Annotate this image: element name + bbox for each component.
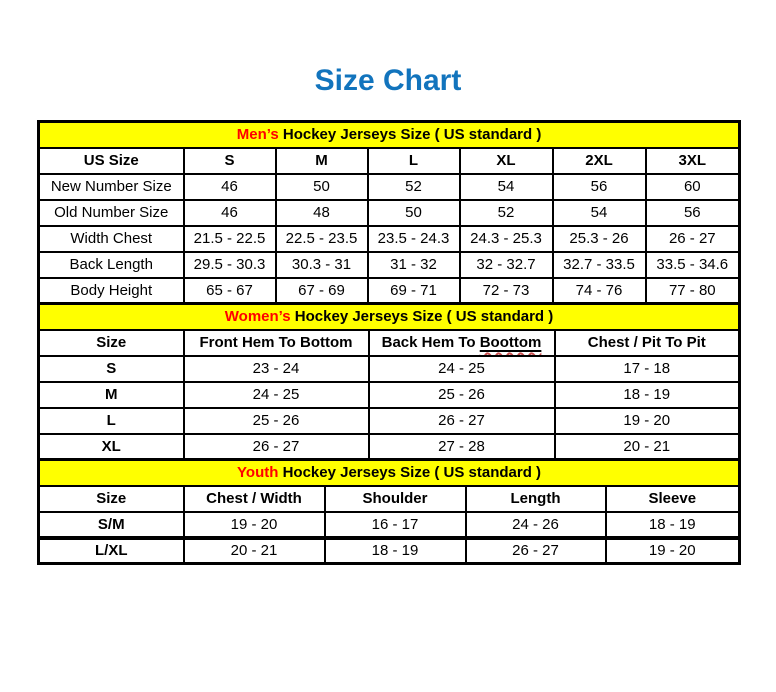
mens-header-row [39,148,740,174]
table-cell: 56 [646,200,740,226]
column-header: Length [466,486,606,512]
table-cell: 18 - 19 [555,382,740,408]
table-cell: 54 [460,174,553,200]
table-cell: 22.5 - 23.5 [276,226,368,252]
womens-section-header [39,304,740,330]
table-cell: 27 - 28 [369,434,555,460]
table-cell: 26 - 27 [646,226,740,252]
row-label: S/M [39,512,184,538]
table-cell: 56 [553,174,646,200]
mens-size-table [37,120,741,305]
table-cell: 67 - 69 [276,278,368,304]
table-cell: 69 - 71 [368,278,460,304]
table-cell: 23.5 - 24.3 [368,226,460,252]
column-header: Chest / Width [184,486,325,512]
table-row [39,200,740,226]
table-cell: 48 [276,200,368,226]
table-cell: 23 - 24 [184,356,369,382]
table-cell: 21.5 - 22.5 [184,226,276,252]
table-cell: 30.3 - 31 [276,252,368,278]
table-row [39,278,740,304]
row-label: Body Height [39,278,184,304]
column-header: Front Hem To Bottom [184,330,369,356]
table-cell: 26 - 27 [369,408,555,434]
table-row [39,356,740,382]
table-row [39,512,740,538]
row-label: L [39,408,184,434]
table-cell: 54 [553,200,646,226]
youth-band-rest: Hockey Jerseys Size ( US standard ) [278,464,542,482]
column-header-prefix: Back Hem To [381,334,480,351]
column-header: S [184,148,276,174]
table-cell: 46 [184,174,276,200]
womens-band-highlight: Women’s [224,308,291,326]
row-label: New Number Size [39,174,184,200]
womens-section-band [39,304,740,330]
table-cell: 20 - 21 [555,434,740,460]
row-label: Old Number Size [39,200,184,226]
table-row [39,538,740,564]
table-cell: 26 - 27 [466,538,606,564]
table-cell: 77 - 80 [646,278,740,304]
column-header: Size [39,330,184,356]
table-row [39,382,740,408]
column-header: M [276,148,368,174]
table-cell: 25.3 - 26 [553,226,646,252]
table-cell: 31 - 32 [368,252,460,278]
womens-size-table [37,302,741,461]
row-label: XL [39,434,184,460]
column-header: 2XL [553,148,646,174]
table-cell: 32 - 32.7 [460,252,553,278]
misspelled-word-wavy-underline [480,334,542,351]
table-cell: 16 - 17 [325,512,466,538]
table-cell: 32.7 - 33.5 [553,252,646,278]
youth-band-highlight: Youth [237,464,279,482]
table-cell: 19 - 20 [184,512,325,538]
table-cell: 18 - 19 [606,512,740,538]
row-label: M [39,382,184,408]
table-cell: 24 - 25 [369,356,555,382]
youth-header-row [39,486,740,512]
table-cell: 18 - 19 [325,538,466,564]
row-label: Width Chest [39,226,184,252]
table-cell: 17 - 18 [555,356,740,382]
column-header: Shoulder [325,486,466,512]
row-label: S [39,356,184,382]
column-header: US Size [39,148,184,174]
misspelled-word: Boottom [479,334,542,351]
youth-section-band [39,460,740,486]
youth-section-header [39,460,740,486]
mens-band-highlight: Men’s [236,126,279,144]
table-cell: 50 [276,174,368,200]
table-cell: 46 [184,200,276,226]
table-cell: 60 [646,174,740,200]
table-cell: 50 [368,200,460,226]
table-cell: 52 [460,200,553,226]
table-cell: 26 - 27 [184,434,369,460]
page-title: Size Chart [314,64,462,97]
table-cell: 65 - 67 [184,278,276,304]
column-header: L [368,148,460,174]
womens-band-rest: Hockey Jerseys Size ( US standard ) [290,308,554,326]
table-row [39,408,740,434]
table-cell: 19 - 20 [555,408,740,434]
column-header: 3XL [646,148,740,174]
table-cell: 20 - 21 [184,538,325,564]
table-row [39,226,740,252]
table-cell: 52 [368,174,460,200]
womens-header-row [39,330,740,356]
mens-band-rest: Hockey Jerseys Size ( US standard ) [278,126,542,144]
table-cell: 24.3 - 25.3 [460,226,553,252]
column-header: Sleeve [606,486,740,512]
mens-section-header [39,122,740,148]
table-row [39,252,740,278]
table-cell: 33.5 - 34.6 [646,252,740,278]
table-cell: 24 - 25 [184,382,369,408]
row-label: Back Length [39,252,184,278]
row-label: L/XL [39,538,184,564]
table-cell: 25 - 26 [184,408,369,434]
table-cell: 19 - 20 [606,538,740,564]
table-cell: 74 - 76 [553,278,646,304]
column-header: Chest / Pit To Pit [555,330,740,356]
table-cell: 29.5 - 30.3 [184,252,276,278]
column-header: Size [39,486,184,512]
table-cell: 72 - 73 [460,278,553,304]
table-cell: 24 - 26 [466,512,606,538]
table-cell: 25 - 26 [369,382,555,408]
column-header: XL [460,148,553,174]
column-header [369,330,555,356]
table-row [39,434,740,460]
mens-section-band [39,122,740,148]
youth-size-table [37,458,741,565]
table-row [39,174,740,200]
